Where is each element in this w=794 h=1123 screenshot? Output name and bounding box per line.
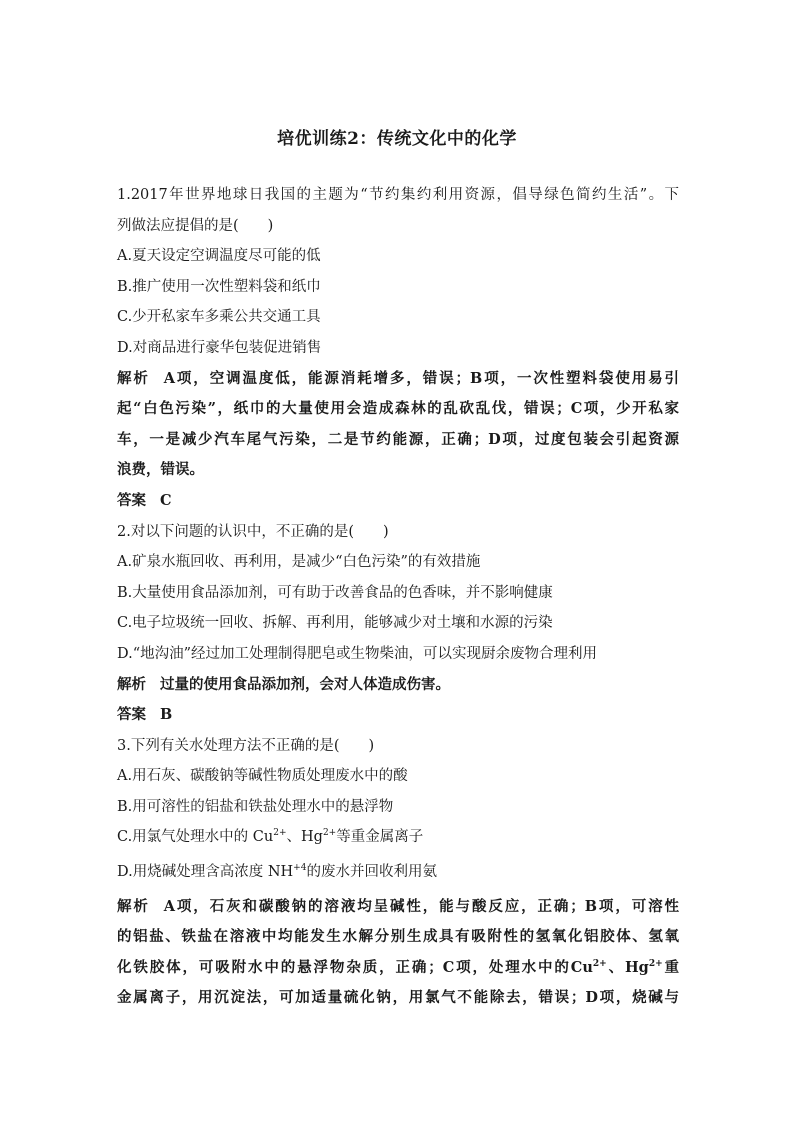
hg-charge: 2+	[322, 828, 337, 839]
q1-option-a: A.夏天设定空调温度尽可能的低	[117, 248, 321, 265]
cu-symbol: Cu	[252, 829, 274, 846]
q3-analysis-line-3	[117, 953, 679, 984]
q3-analysis-line-2: 的铝盐、铁盐在溶液中均能发生水解分别生成具有吸附性的氢氧化铝胶体、氢氧	[117, 928, 679, 946]
q3-option-c-suffix: 等重金属离子	[336, 829, 424, 846]
q1-option-d: D.对商品进行豪华包装促进销售	[117, 339, 322, 356]
q2-option-d: D.“地沟油”经过加工处理制得肥皂或生物柴油，可以实现厨余废物合理利用	[117, 645, 598, 662]
q3-option-d-suffix: 的废水并回收利用氨	[306, 864, 437, 881]
q1-option-c: C.少开私家车多乘公共交通工具	[117, 309, 321, 326]
q3-option-c-separator: 、	[286, 829, 302, 846]
ammonium-charge: +	[293, 863, 301, 874]
q1-answer-label: 答案	[117, 491, 146, 509]
q1-analysis-line-2: 起“白色污染”，纸巾的大量使用会造成森林的乱砍乱伐，错误；C项，少开私家	[117, 400, 679, 418]
q1-stem-line-2: 列做法应提倡的是( )	[117, 217, 274, 234]
q3-option-d	[117, 857, 679, 888]
q2-answer: B	[160, 706, 173, 724]
q2-analysis-line	[117, 670, 679, 701]
q3-analysis-line-3-text: 化铁胶体，可吸附水中的悬浮物杂质，正确；C项，处理水中的	[117, 958, 571, 976]
q3-analysis-label: 解析	[117, 897, 150, 915]
q3-stem: 3.下列有关水处理方法不正确的是( )	[117, 737, 375, 754]
q3-option-a: A.用石灰、碳酸钠等碱性物质处理废水中的酸	[117, 768, 408, 785]
q3-analysis-line-1	[117, 892, 679, 923]
q2-option-a: A.矿泉水瓶回收、再利用，是减少“白色污染”的有效措施	[117, 554, 481, 571]
q1-analysis-label: 解析	[117, 369, 150, 387]
q2-analysis-text: 过量的使用食品添加剂，会对人体造成伤害。	[160, 675, 450, 693]
q2-analysis-label: 解析	[117, 675, 146, 693]
cu-symbol-analysis: Cu	[570, 958, 593, 976]
q1-option-b: B.推广使用一次性塑料袋和纸巾	[117, 278, 321, 295]
q3-option-c-prefix: C.用氯气处理水中的	[117, 829, 249, 846]
q1-analysis-line-4: 浪费，错误。	[117, 461, 204, 479]
ammonium-subscript: 4	[300, 863, 307, 874]
q1-answer: C	[160, 491, 172, 509]
q3-analysis-line-3-end: 重	[662, 958, 679, 976]
q3-option-c	[117, 822, 679, 853]
q2-option-c: C.电子垃圾统一回收、拆解、再利用，能够减少对土壤和水源的污染	[117, 615, 553, 632]
hg-symbol-analysis: Hg	[624, 958, 649, 976]
page-title: 培优训练2：传统文化中的化学	[277, 129, 517, 149]
q3-option-b: B.用可溶性的铝盐和铁盐处理水中的悬浮物	[117, 798, 394, 815]
q3-analysis-line-4: 金属离子，用沉淀法，可加适量硫化钠，用氯气不能除去，错误；D项，烧碱与	[117, 989, 679, 1007]
q2-answer-label: 答案	[117, 706, 146, 724]
ammonium-symbol: NH	[267, 864, 294, 881]
q2-option-b: B.大量使用食品添加剂，可有助于改善食品的色香味，并不影响健康	[117, 584, 553, 601]
q1-stem-line-1: 1.2017年世界地球日我国的主题为“节约集约利用资源，倡导绿色简约生活”。下	[117, 187, 679, 203]
q1-analysis-line-3: 车，一是减少汽车尾气污染，二是节约能源，正确；D项，过度包装会引起资源	[117, 430, 679, 448]
q2-stem: 2.对以下问题的认识中，不正确的是( )	[117, 523, 389, 540]
document-body	[117, 180, 679, 1014]
q1-answer-line	[117, 486, 679, 517]
q1-analysis-line-1	[117, 364, 679, 395]
q2-answer-line	[117, 700, 679, 731]
hg-charge-analysis: 2+	[648, 958, 663, 969]
q3-analysis-separator: 、	[606, 958, 625, 976]
cu-charge-analysis: 2+	[592, 958, 607, 969]
q3-analysis-text: A项，石灰和碳酸钠的溶液均呈碱性，能与酸反应，正确；B项，可溶性	[163, 897, 679, 915]
cu-charge: 2+	[273, 828, 287, 839]
hg-symbol: Hg	[301, 829, 323, 846]
q1-analysis-text: A项，空调温度低，能源消耗增多，错误；B项，一次性塑料袋使用易引	[163, 369, 679, 387]
q3-option-d-prefix: D.用烧碱处理含高浓度	[117, 864, 264, 881]
